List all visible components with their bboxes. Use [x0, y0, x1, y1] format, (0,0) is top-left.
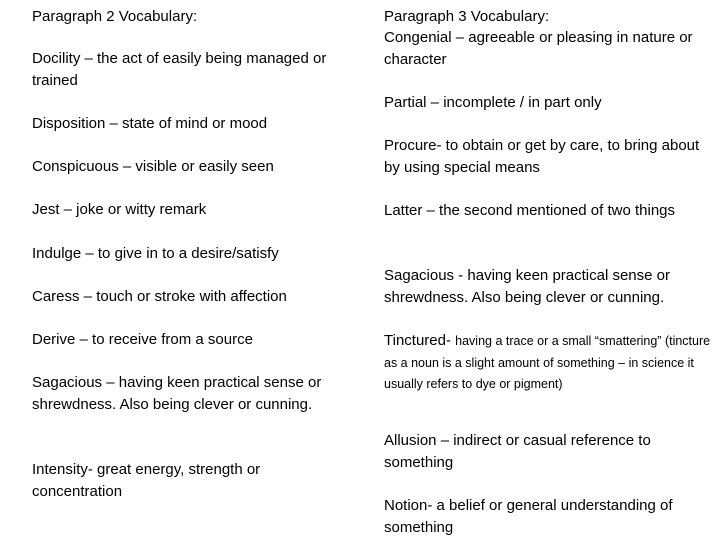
paragraph-2-heading: Paragraph 2 Vocabulary:	[32, 8, 198, 25]
vocab-indulge: Indulge – to give in to a desire/satisfy	[32, 245, 279, 262]
vocab-caress: Caress – touch or stroke with affection	[32, 288, 287, 305]
vocab-jest: Jest – joke or witty remark	[32, 201, 207, 218]
vocab-conspicuous: Conspicuous – visible or easily seen	[32, 158, 274, 175]
tinctured-definition: having a trace or a small “smattering” (tincture as a noun is a slight amount of something – in science it usually refers to dye or pigment)	[384, 334, 711, 391]
vocab-sagacious-left: Sagacious – having keen practical sense or shrewdness. Also being clever or cunning.	[32, 374, 322, 413]
vocab-latter: Latter – the second mentioned of two things	[384, 202, 676, 219]
vocab-tinctured	[384, 330, 714, 395]
vocab-notion: Notion- a belief or general understanding of something	[384, 497, 673, 536]
vocab-derive: Derive – to receive from a source	[32, 331, 253, 348]
vocab-allusion: Allusion – indirect or casual reference to something	[384, 432, 651, 471]
vocab-disposition: Disposition – state of mind or mood	[32, 115, 268, 132]
vocab-intensity: Intensity- great energy, strength or concentration	[32, 461, 261, 500]
tinctured-term: Tinctured-	[384, 332, 451, 349]
vocab-docility: Docility – the act of easily being managed or trained	[32, 50, 327, 89]
vocab-procure: Procure- to obtain or get by care, to bring about by using special means	[384, 137, 700, 176]
paragraph-3-heading: Paragraph 3 Vocabulary:	[384, 8, 550, 25]
vocab-partial: Partial – incomplete / in part only	[384, 94, 602, 111]
vocab-congenial: Congenial – agreeable or pleasing in nature or character	[384, 29, 693, 68]
vocab-sagacious-right: Sagacious - having keen practical sense or shrewdness. Also being clever or cunning.	[384, 267, 670, 306]
